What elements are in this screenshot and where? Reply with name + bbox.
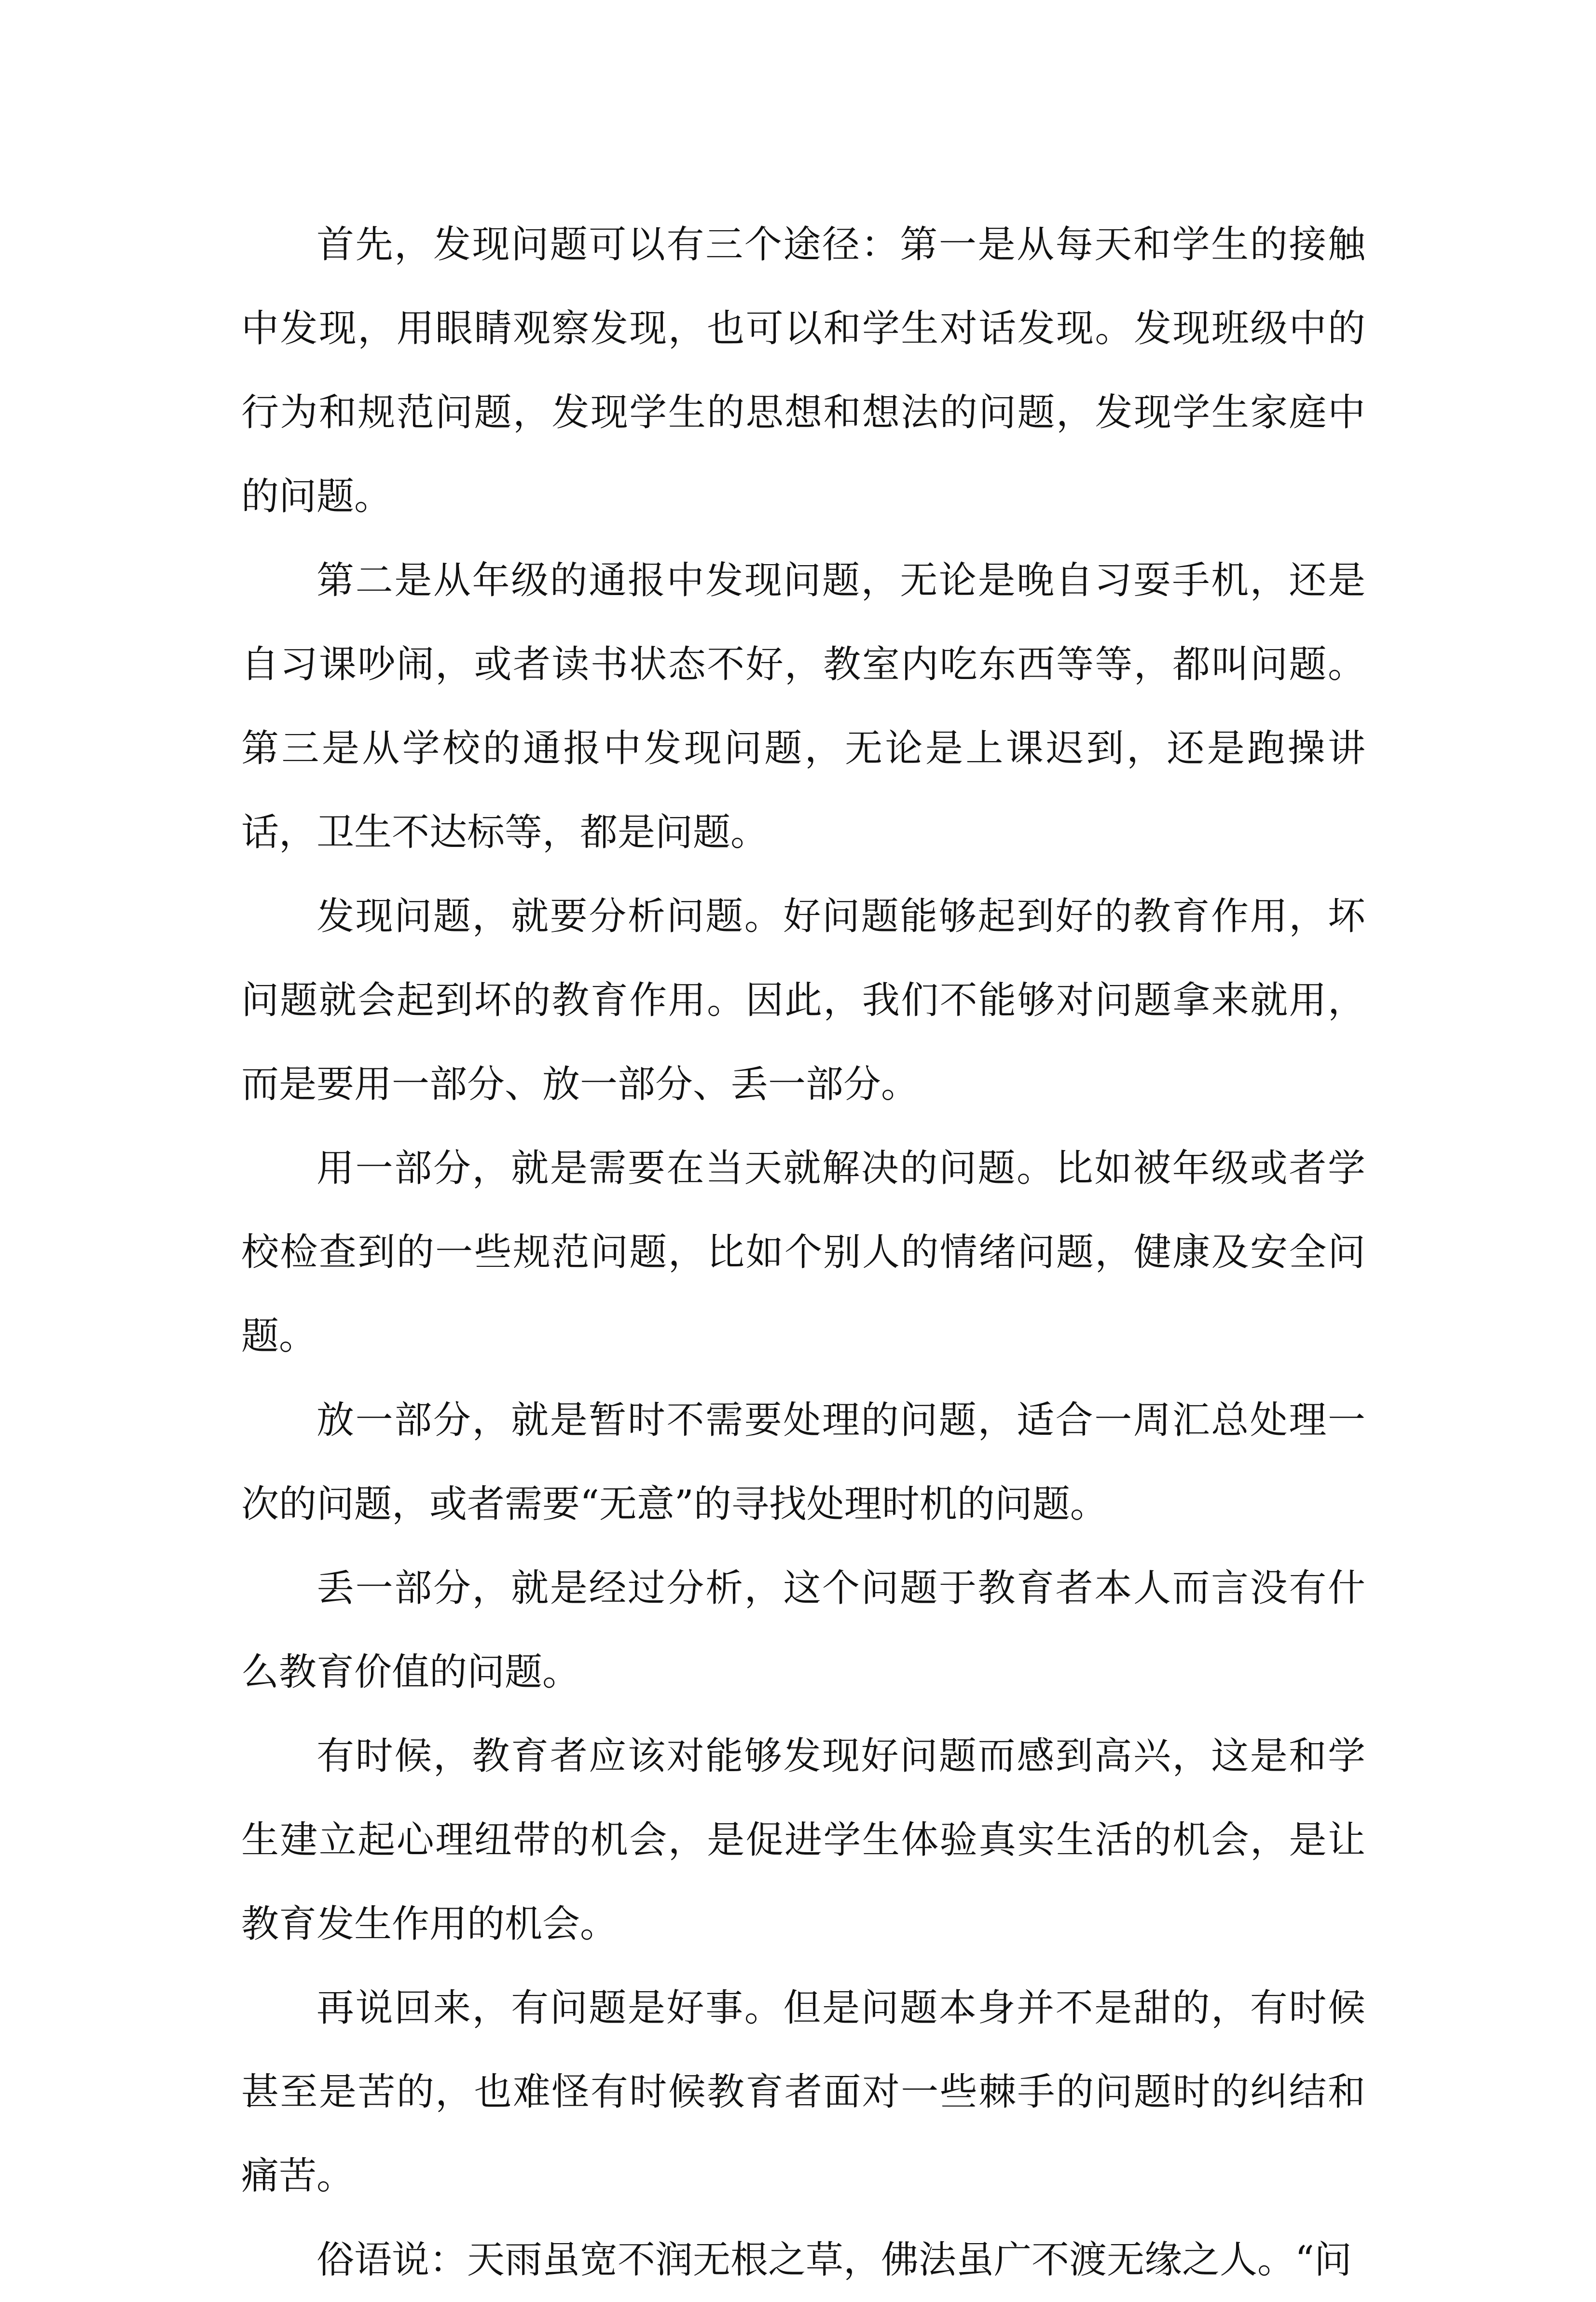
paragraph-4: 用一部分，就是需要在当天就解决的问题。比如被年级或者学校检查到的一些规范问题，比如个别人的情绪问题，健康及安全问题。 xyxy=(241,1147,1365,1358)
paragraph-1: 首先，发现问题可以有三个途径：第一是从每天和学生的接触中发现，用眼睛观察发现，也可以和学生对话发现。发现班级中的行为和规范问题，发现学生的思想和想法的问题，发现学生家庭中的问题。 xyxy=(241,223,1365,518)
paragraph-7: 有时候，教育者应该对能够发现好问题而感到高兴，这是和学生建立起心理纽带的机会，是促进学生体验真实生活的机会，是让教育发生作用的机会。 xyxy=(241,1734,1365,1946)
paragraph-6: 丢一部分，就是经过分析，这个问题于教育者本人而言没有什么教育价值的问题。 xyxy=(241,1567,1365,1694)
paragraph-5: 放一部分，就是暂时不需要处理的问题，适合一周汇总处理一次的问题，或者需要“无意”的寻找处理时机的问题。 xyxy=(241,1399,1365,1526)
paragraph-3: 发现问题，就要分析问题。好问题能够起到好的教育作用，坏问题就会起到坏的教育作用。因此，我们不能够对问题拿来就用，而是要用一部分、放一部分、丢一部分。 xyxy=(241,895,1365,1106)
paragraph-9: 俗语说：天雨虽宽不润无根之草，佛法虽广不渡无缘之人。“问 xyxy=(316,2238,1352,2282)
document-body xyxy=(241,203,1365,2302)
paragraph-8: 再说回来，有问题是好事。但是问题本身并不是甜的，有时候甚至是苦的，也难怪有时候教育者面对一些棘手的问题时的纠结和痛苦。 xyxy=(241,1986,1365,2198)
paragraph-2: 第二是从年级的通报中发现问题，无论是晚自习耍手机，还是自习课吵闹，或者读书状态不好，教室内吃东西等等，都叫问题。第三是从学校的通报中发现问题，无论是上课迟到，还是跑操讲话，卫生不达标等，都是问题。 xyxy=(241,559,1365,854)
